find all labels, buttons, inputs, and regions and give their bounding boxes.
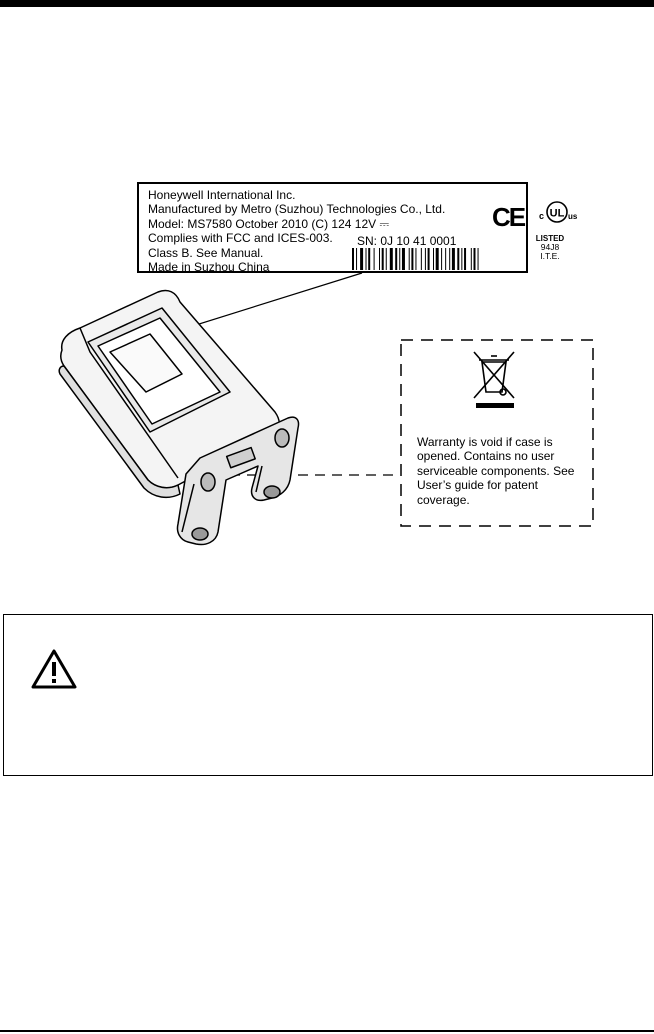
ul-listed: LISTED (535, 234, 565, 243)
ul-listed-icon (535, 198, 595, 238)
warning-triangle-icon (30, 648, 78, 690)
label-line-compliance: Complies with FCC and ICES-003. (148, 231, 333, 246)
ce-mark-icon: CE (492, 202, 525, 232)
ul-code: 94J8 (540, 242, 560, 252)
product-label (137, 182, 578, 275)
top-rule (0, 0, 654, 7)
warranty-notice-text: Warranty is void if case is opened. Contains no user serviceable components. See User’s guide for patent coverage. (417, 435, 575, 507)
serial-number: SN: 0J 10 41 0001 (357, 234, 457, 248)
label-line-model: Model: MS7580 October 2010 (C) 124 12V ⎓ (148, 216, 390, 231)
caution-box (3, 614, 653, 776)
label-line-company: Honeywell International Inc. (148, 188, 296, 202)
ul-mark-suffix: us (568, 212, 578, 221)
ul-listing-text (530, 234, 570, 261)
bottom-rule (0, 1030, 654, 1032)
barcode (352, 248, 522, 270)
ul-mark-prefix: c (539, 211, 545, 221)
ul-category: I.T.E. (540, 251, 560, 261)
label-line-class: Class B. See Manual. (148, 245, 264, 260)
scanner-device-illustration (50, 270, 610, 560)
ul-mark-center: UL (549, 207, 565, 220)
label-line-origin: Made in Suzhou China (148, 260, 270, 275)
crossed-out-wheelie-bin-icon (470, 348, 520, 410)
label-line-manufacturer: Manufactured by Metro (Suzhou) Technologies Co., Ltd. (148, 202, 446, 217)
